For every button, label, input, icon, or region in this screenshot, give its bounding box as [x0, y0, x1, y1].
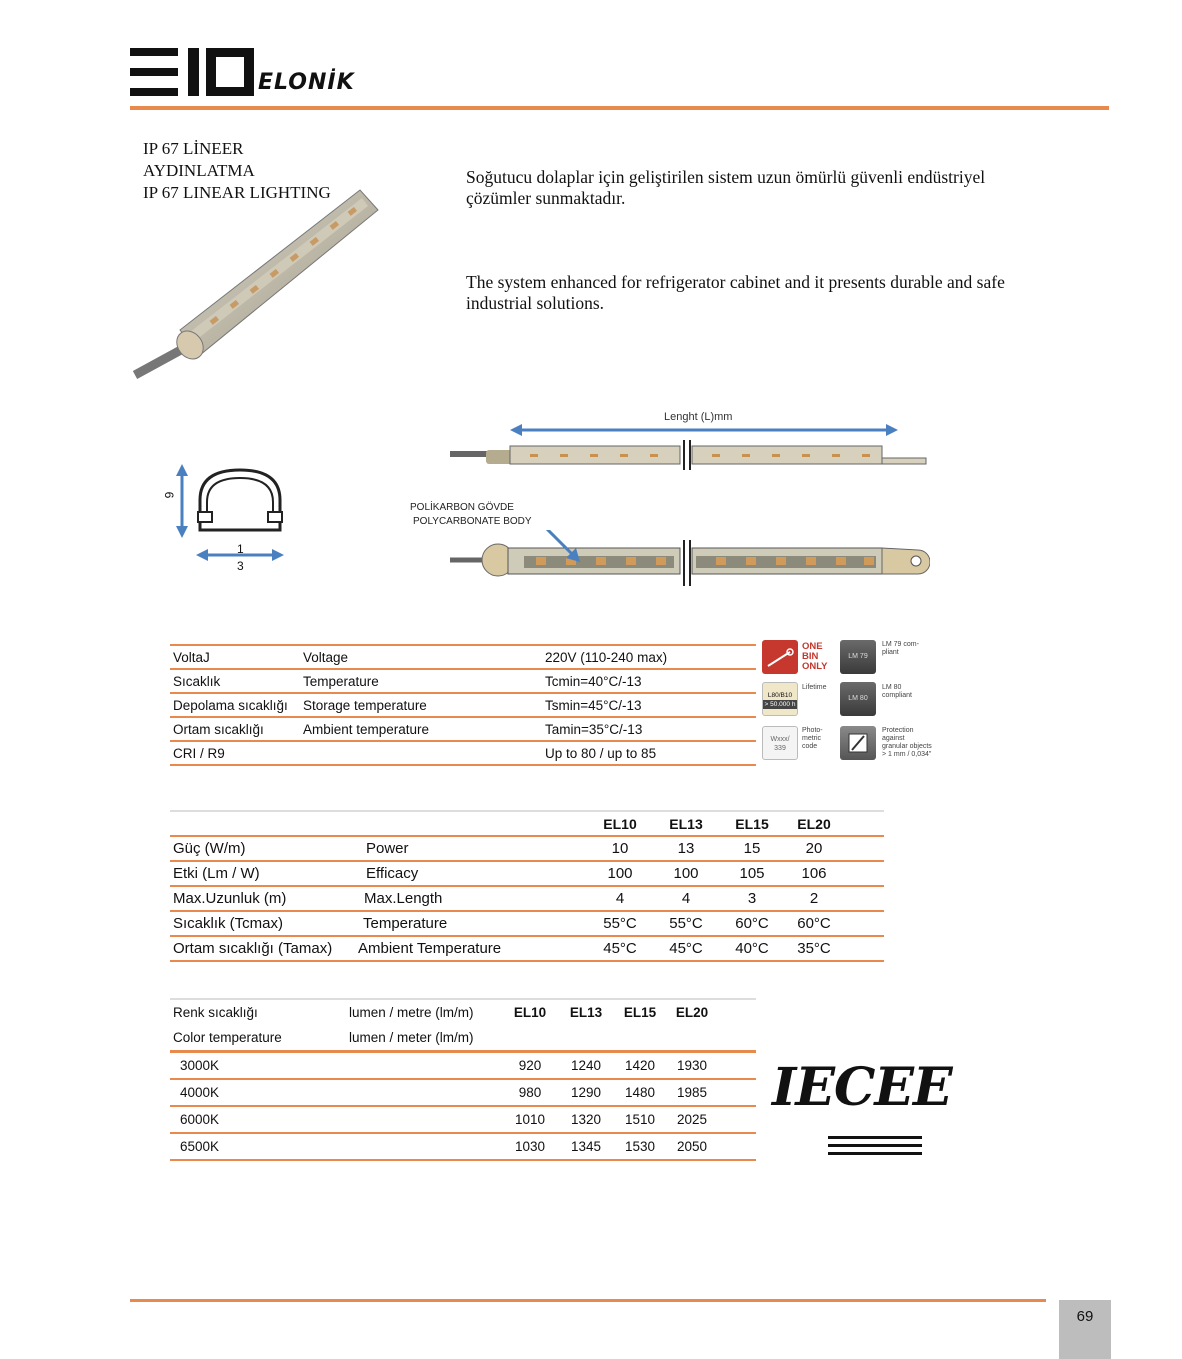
photometric-label-3: code	[802, 743, 818, 750]
lumen-table	[170, 998, 756, 1161]
lumen-value: 1420	[614, 1052, 666, 1080]
spec-tr: Depolama sıcaklığı	[170, 693, 300, 717]
lumen-value: 980	[502, 1079, 558, 1106]
perf-value: 20	[784, 836, 844, 861]
lumen-value: 1930	[666, 1052, 718, 1080]
table-header-row	[170, 999, 756, 1025]
table-row	[170, 836, 884, 861]
table-row	[170, 741, 756, 765]
description-en: The system enhanced for refrigerator cabinet and it presents durable and safe industrial solutions.	[466, 272, 1005, 313]
led-bar-image	[130, 180, 390, 380]
lifetime-value-b: > 50.000 h	[764, 701, 796, 708]
perf-value: 4	[588, 886, 652, 911]
perf-value: 55°C	[652, 911, 720, 936]
perf-value: 55°C	[588, 911, 652, 936]
lumen-value: 1290	[558, 1079, 614, 1106]
perf-tr: Ortam sıcaklığı (Tamax)	[170, 936, 356, 961]
perf-value: 40°C	[720, 936, 784, 961]
lm80-label-1: LM 80	[882, 684, 902, 691]
spec-tr: VoltaJ	[170, 645, 300, 669]
lm80-label	[882, 684, 912, 700]
profile-cross-section	[160, 460, 300, 580]
photometric-label-1: Photo-	[802, 727, 823, 734]
table-row	[170, 1079, 756, 1106]
lumen-value: 1510	[614, 1106, 666, 1133]
spec-en: Temperature	[300, 669, 542, 693]
model-header: EL20	[784, 811, 844, 836]
perf-value: 35°C	[784, 936, 844, 961]
cct-value: 6000K	[170, 1106, 346, 1133]
one-bin-line-1: ONE	[802, 641, 823, 652]
footer-rule	[130, 1299, 1046, 1302]
body-label-tr: POLİKARBON GÖVDE	[410, 502, 514, 513]
logo-mark-icon	[130, 48, 260, 98]
badge-protection	[840, 726, 876, 760]
profile-width-label-a: 1	[237, 542, 244, 556]
perf-value: 100	[652, 861, 720, 886]
profile-width-label-b: 3	[237, 559, 244, 573]
spec-value: Up to 80 / up to 85	[542, 741, 756, 765]
lifetime-label: Lifetime	[802, 684, 827, 691]
spec-en: Storage temperature	[300, 693, 542, 717]
length-label: Lenght (L)mm	[664, 411, 733, 423]
lumen-value: 920	[502, 1052, 558, 1080]
photometric-value-a: Wxxx/	[770, 736, 790, 743]
protection-label	[882, 727, 932, 759]
table-header-row	[170, 1025, 756, 1052]
cct-value: 3000K	[170, 1052, 346, 1080]
table-row	[170, 1133, 756, 1160]
protection-label-3: granular objects	[882, 743, 932, 750]
badge-lifetime	[762, 682, 798, 716]
lumen-value: 2025	[666, 1106, 718, 1133]
spec-value: Tsmin=45°C/-13	[542, 693, 756, 717]
lumen-value: 2050	[666, 1133, 718, 1160]
one-bin-icon	[762, 640, 798, 674]
perf-value: 60°C	[720, 911, 784, 936]
lm79-label-1: LM 79 com-	[882, 641, 919, 648]
brand-name: ELONİK	[258, 70, 355, 95]
photometric-label	[802, 727, 823, 751]
lm80-label-2: compliant	[882, 692, 912, 699]
model-header: EL20	[666, 999, 718, 1025]
title-line-2: AYDINLATMA	[143, 161, 255, 180]
perf-value: 15	[720, 836, 784, 861]
iecee-lines-icon	[828, 1134, 922, 1158]
header-rule	[130, 106, 1109, 110]
perf-en: Ambient Temperature	[356, 936, 588, 961]
spec-en: Voltage	[300, 645, 542, 669]
one-bin-line-2: BIN	[802, 651, 819, 662]
perf-en: Max.Length	[356, 886, 588, 911]
perf-value: 100	[588, 861, 652, 886]
spec-value: Tamin=35°C/-13	[542, 717, 756, 741]
lumen-value: 1320	[558, 1106, 614, 1133]
perf-tr: Max.Uzunluk (m)	[170, 886, 356, 911]
iecee-text: IECEE	[772, 1057, 952, 1118]
perf-en: Power	[356, 836, 588, 861]
cct-header-en: Color temperature	[170, 1025, 346, 1052]
cct-header-tr: Renk sıcaklığı	[170, 999, 346, 1025]
perf-value: 4	[652, 886, 720, 911]
lumen-value: 1345	[558, 1133, 614, 1160]
protection-icon	[840, 726, 876, 760]
perf-tr: Etki (Lm / W)	[170, 861, 356, 886]
photometric-label-2: metric	[802, 735, 822, 742]
description-tr: Soğutucu dolaplar için geliştirilen sistem uzun ömürlü güvenli endüstriyel çözümler sunmaktadır.	[466, 167, 986, 208]
one-bin-text	[802, 642, 828, 672]
perf-value: 45°C	[652, 936, 720, 961]
spec-value: 220V (110-240 max)	[542, 645, 756, 669]
lm79-label	[882, 641, 919, 657]
perf-value: 2	[784, 886, 844, 911]
spec-en	[300, 741, 542, 765]
table-row	[170, 861, 884, 886]
lumen-value: 1985	[666, 1079, 718, 1106]
perf-value: 105	[720, 861, 784, 886]
profile-height-label: 9	[162, 491, 177, 499]
table-row	[170, 936, 884, 961]
perf-value: 60°C	[784, 911, 844, 936]
table-row	[170, 886, 884, 911]
photometric-value-b: 339	[774, 745, 786, 752]
one-bin-line-3: ONLY	[802, 661, 828, 672]
unit-header-tr: lumen / metre (lm/m)	[346, 999, 502, 1025]
lumen-value: 1240	[558, 1052, 614, 1080]
spec-value: Tcmin=40°C/-13	[542, 669, 756, 693]
cct-value: 6500K	[170, 1133, 346, 1160]
model-header: EL10	[502, 999, 558, 1025]
perf-en: Efficacy	[356, 861, 588, 886]
protection-label-2: against	[882, 735, 905, 742]
brand-logo	[130, 48, 370, 98]
table-row	[170, 717, 756, 741]
lifetime-value-a: L80/B10	[767, 692, 793, 699]
cct-value: 4000K	[170, 1079, 346, 1106]
page-number-box	[1059, 1300, 1111, 1359]
badge-one-bin	[762, 640, 798, 674]
perf-tr: Sıcaklık (Tcmax)	[170, 911, 356, 936]
model-header: EL15	[720, 811, 784, 836]
spec-table	[170, 644, 756, 766]
title-line-3: IP 67 LINEAR LIGHTING	[143, 183, 331, 202]
table-header-row	[170, 811, 884, 836]
badge-photometric	[762, 726, 798, 760]
perf-value: 45°C	[588, 936, 652, 961]
title-line-1: IP 67 LİNEER	[143, 139, 244, 158]
table-row	[170, 693, 756, 717]
model-header: EL13	[558, 999, 614, 1025]
lumen-value: 1480	[614, 1079, 666, 1106]
lumen-value: 1010	[502, 1106, 558, 1133]
model-header: EL15	[614, 999, 666, 1025]
protection-label-1: Protection	[882, 727, 914, 734]
perf-value: 10	[588, 836, 652, 861]
page-number: 69	[1076, 1308, 1094, 1325]
table-row	[170, 1052, 756, 1080]
model-header: EL10	[588, 811, 652, 836]
lm79-label-2: pliant	[882, 649, 899, 656]
table-row	[170, 669, 756, 693]
table-row	[170, 1106, 756, 1133]
iecee-mark	[772, 1058, 952, 1118]
spec-en: Ambient temperature	[300, 717, 542, 741]
badge-lm80	[840, 682, 876, 716]
lm79-tile-text: LM 79	[848, 653, 868, 660]
performance-table	[170, 810, 884, 962]
perf-value: 3	[720, 886, 784, 911]
table-row	[170, 911, 884, 936]
unit-header-en: lumen / meter (lm/m)	[346, 1025, 502, 1052]
table-row	[170, 645, 756, 669]
lm80-tile-text: LM 80	[848, 695, 868, 702]
model-header: EL13	[652, 811, 720, 836]
length-diagram	[450, 420, 930, 470]
perf-tr: Güç (W/m)	[170, 836, 356, 861]
perf-en: Temperature	[356, 911, 588, 936]
perf-value: 13	[652, 836, 720, 861]
perf-value: 106	[784, 861, 844, 886]
lumen-value: 1530	[614, 1133, 666, 1160]
badge-lm79	[840, 640, 876, 674]
spec-tr: Sıcaklık	[170, 669, 300, 693]
protection-label-4: > 1 mm / 0,034"	[882, 751, 932, 758]
lumen-value: 1030	[502, 1133, 558, 1160]
spec-tr: CRI / R9	[170, 741, 300, 765]
body-diagram	[450, 530, 930, 590]
spec-tr: Ortam sıcaklığı	[170, 717, 300, 741]
body-label-en: POLYCARBONATE BODY	[413, 516, 532, 527]
